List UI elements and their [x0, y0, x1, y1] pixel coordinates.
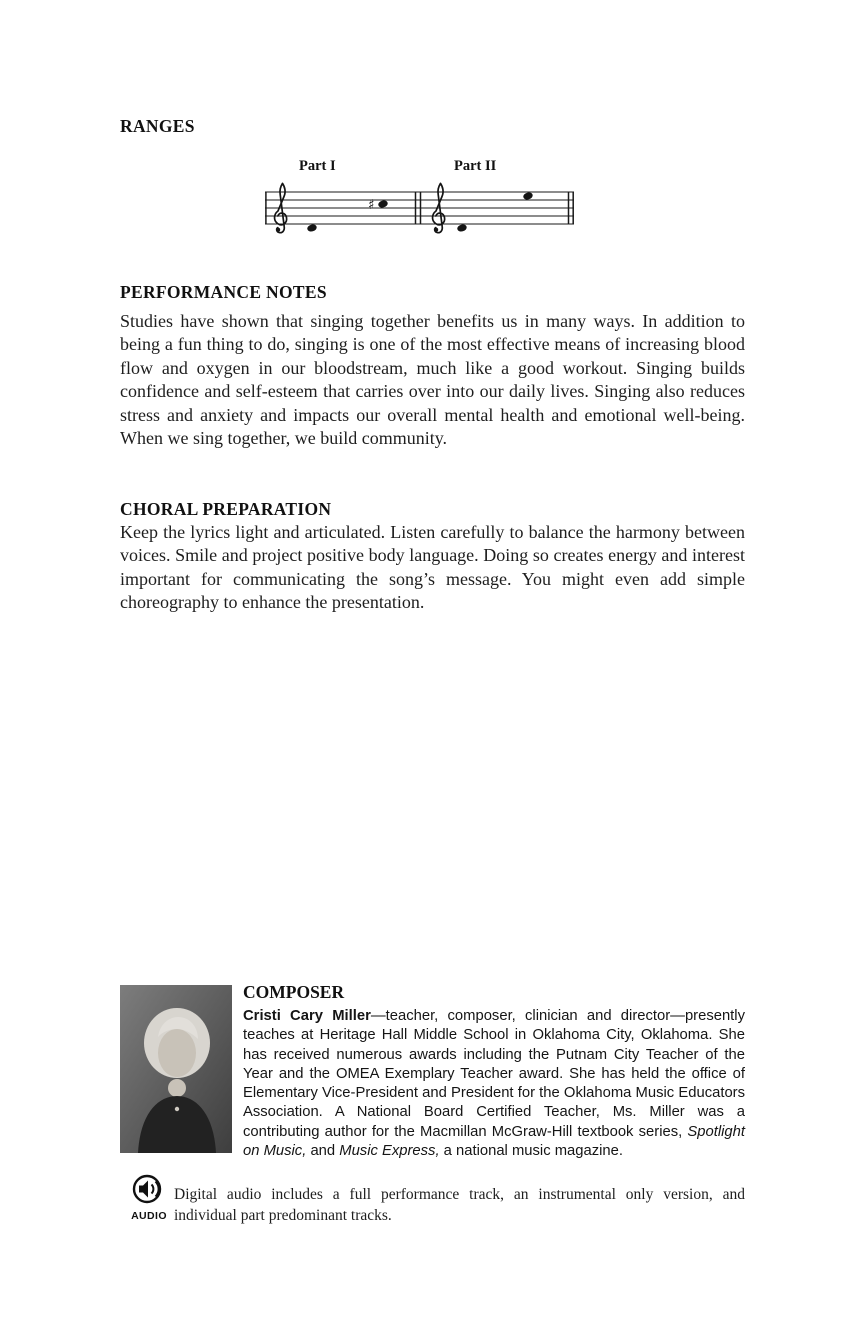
part2-range-notes: [456, 191, 533, 232]
composer-photo: [120, 985, 232, 1153]
audio-speaker-icon: [132, 1174, 166, 1204]
bio-title-music-express: Music Express,: [339, 1143, 440, 1160]
choral-preparation-paragraph: Keep the lyrics light and articulated. Listen carefully to balance the harmony between voices. Smile and project positive body language. Doing so creates energy and interest important for communicating the song’s message. You might even add simple choreography to enhance the presentation.: [120, 522, 745, 613]
sharp-accidental: ♯: [368, 197, 375, 213]
ranges-heading: RANGES: [120, 116, 195, 136]
composer-heading: COMPOSER: [243, 982, 345, 1002]
composer-section: [243, 982, 745, 1161]
bio-text-2: and: [306, 1143, 340, 1160]
choral-preparation-heading: CHORAL PREPARATION: [120, 499, 332, 519]
audio-note-paragraph: Digital audio includes a full performance track, an instrumental only version, and individual part predominant tracks.: [174, 1186, 745, 1224]
audio-badge: [130, 1174, 168, 1222]
part2-label: Part II: [454, 158, 497, 174]
bio-text-3: a national music magazine.: [439, 1143, 623, 1160]
audio-label: AUDIO: [131, 1210, 167, 1222]
bio-text-1: —teacher, composer, clinician and director—presently teaches at Heritage Hall Middle School in Oklahoma City, Oklahoma. She has received numerous awards including the Putnam City Teacher of the Year and the OMEA Exemplary Teacher award. She has held the office of Elementary Vice-President and President for the Oklahoma Music Educators Association. A National Board Certified Teacher, Ms. Miller was a contributing author for the Macmillan McGraw-Hill textbook series,: [243, 1008, 745, 1140]
composer-bio: [243, 1007, 745, 1161]
bio-title-spotlight-on-music: Spotlight on Music,: [243, 1123, 745, 1160]
performance-notes-paragraph: Studies have shown that singing together benefits us in many ways. In addition to being a fun thing to do, singing is one of the most effective means of increasing blood flow and oxygen in our bloodstream, much like a good workout. Singing builds confidence and self-esteem that carries over into our daily lives. Singing also reduces stress and anxiety and impacts our overall mental health and emotional well-being. When we sing together, we build community.: [120, 311, 745, 449]
composer-name: Cristi Cary Miller: [243, 1008, 371, 1024]
performance-notes-heading: PERFORMANCE NOTES: [120, 282, 327, 302]
vocal-ranges-staff: [265, 158, 577, 250]
part1-label: Part I: [299, 158, 336, 174]
music-staff-notation: [265, 180, 577, 242]
